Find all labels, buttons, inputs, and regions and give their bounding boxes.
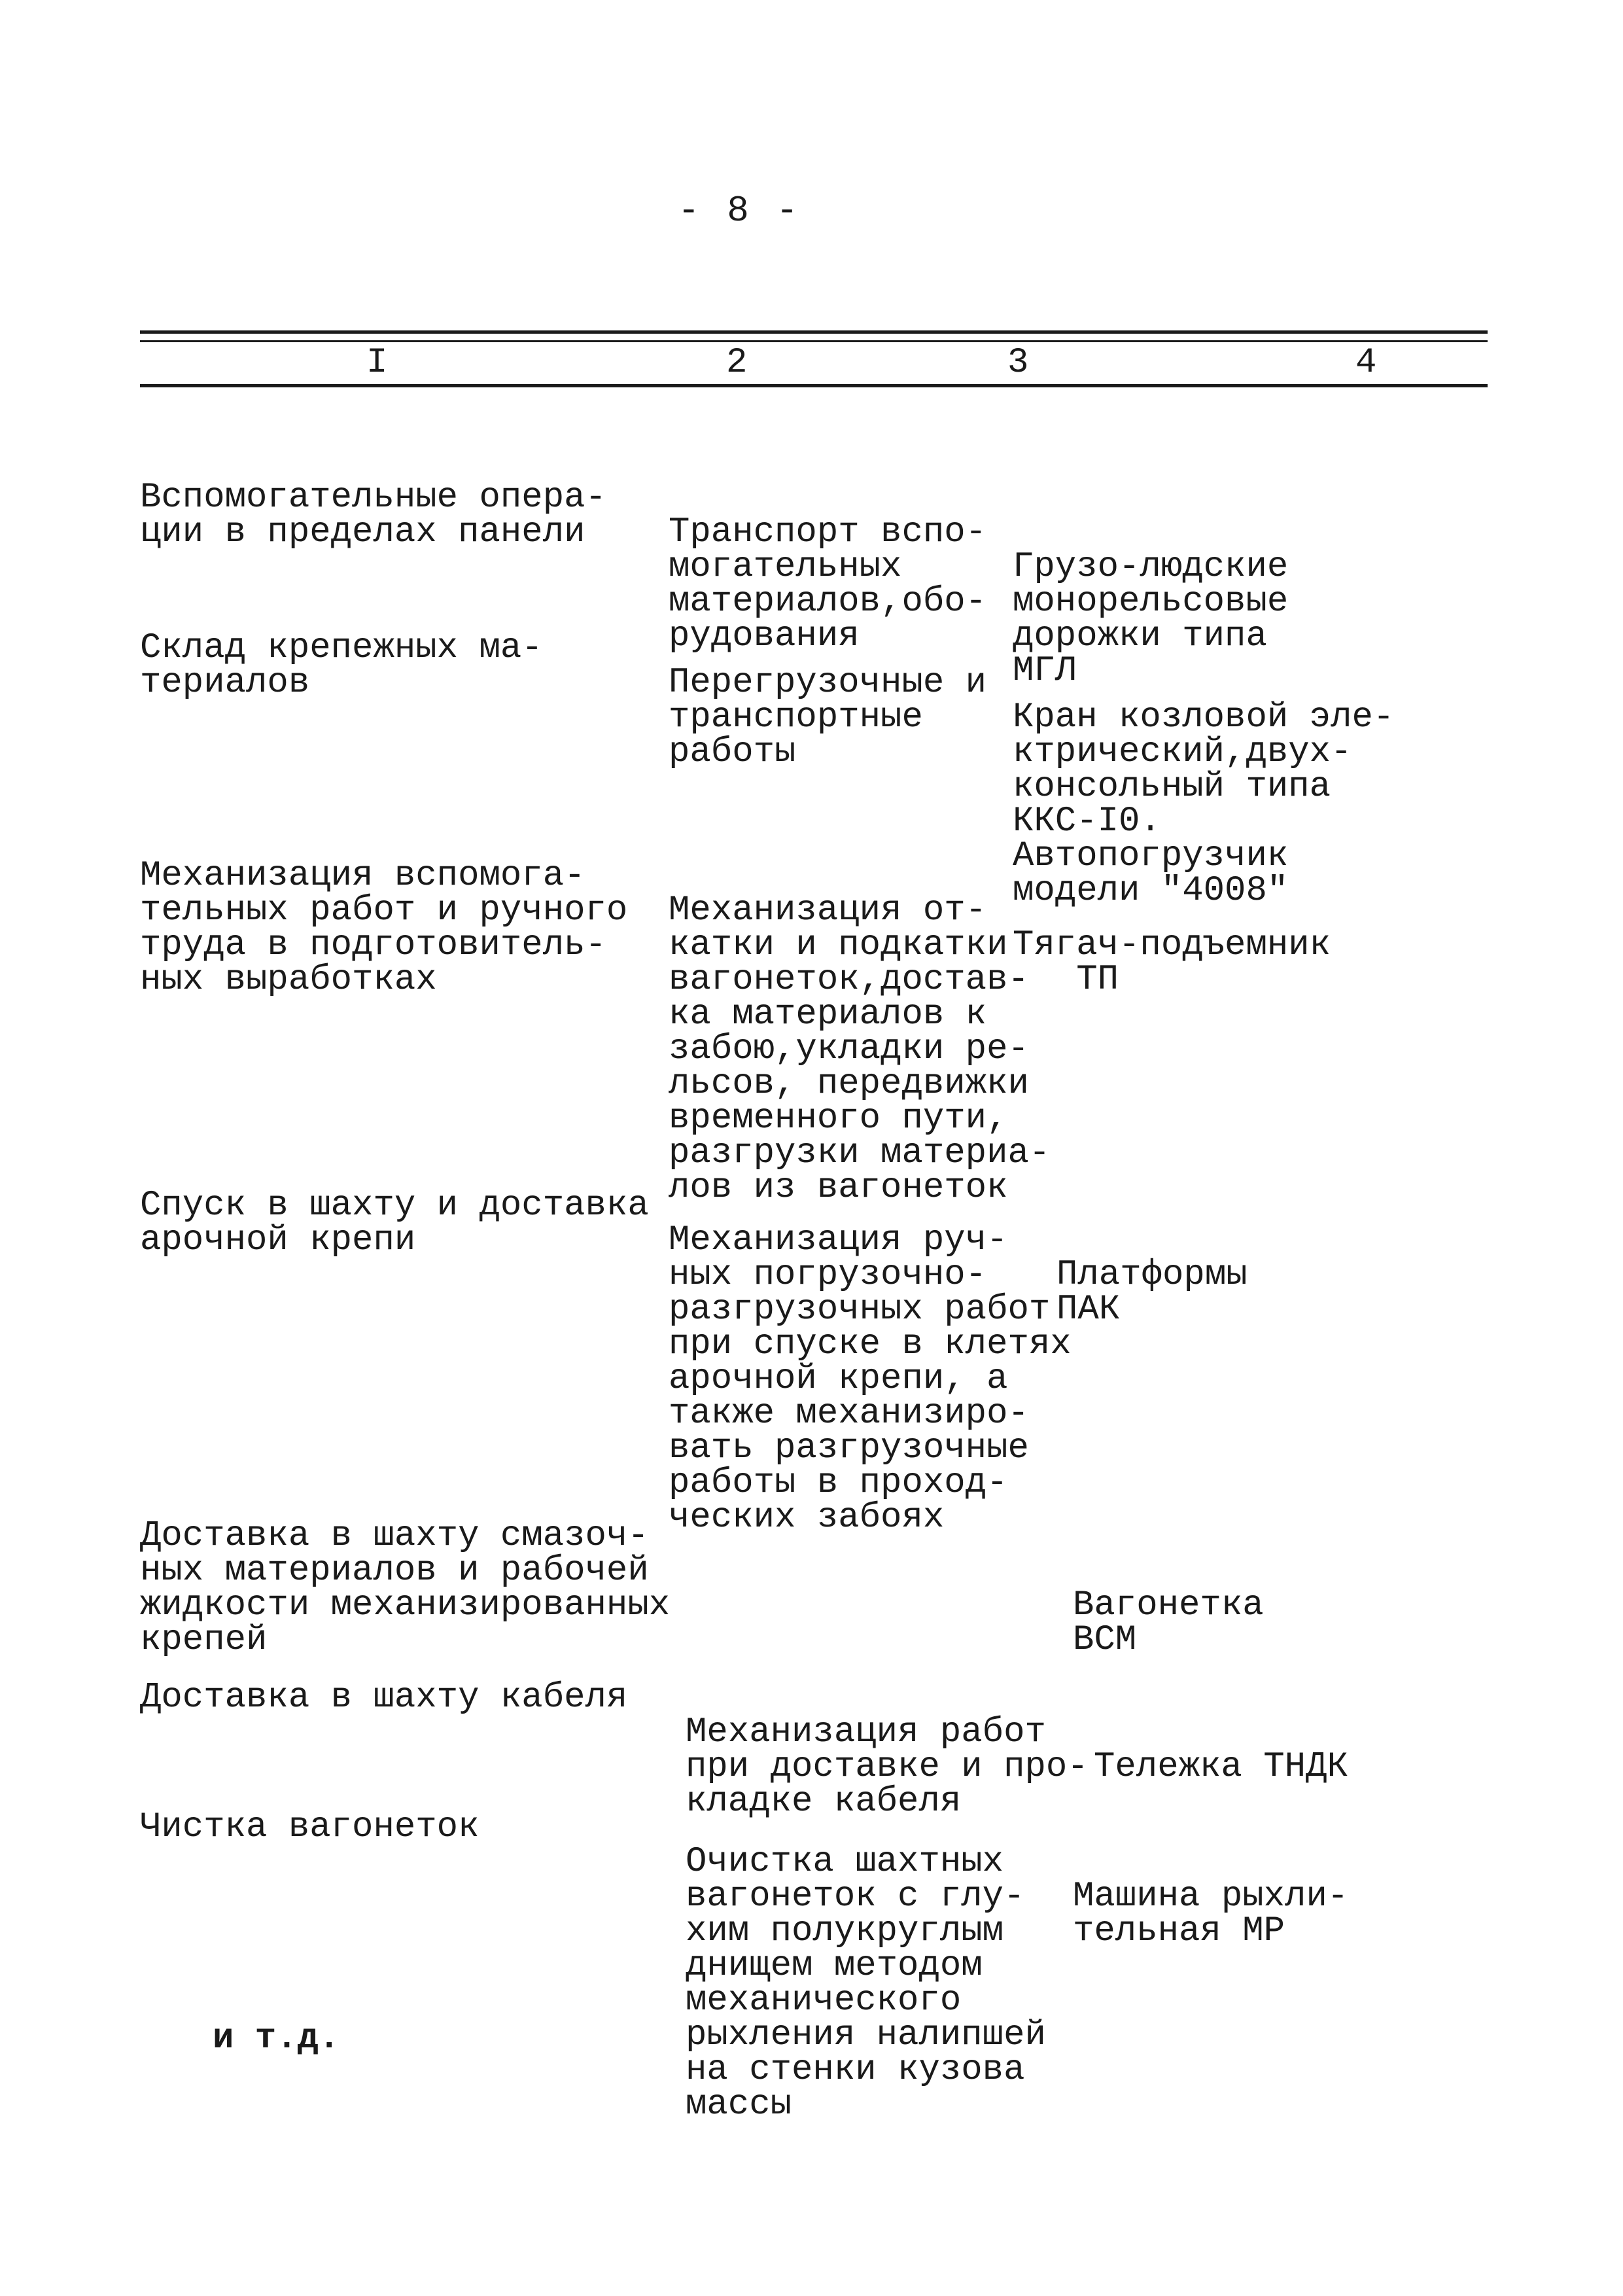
column-header-4: 4 (1355, 343, 1377, 383)
row-3-equipment: Тягач-подъемник ТП (1013, 925, 1331, 1000)
row-1-operation: Вспомогательные опера- ции в пределах панели (140, 478, 606, 552)
table-row (0, 789, 1331, 1208)
table-top-rule (140, 330, 1488, 334)
row-1-purpose: Транспорт вспо- могательных материалов,обо- рудования (669, 512, 987, 656)
row-2-purpose: Перегрузочные и транспортные работы (669, 663, 987, 772)
row-4-operation: Спуск в шахту и доставка арочной крепи (140, 1186, 649, 1260)
row-7-equipment: Машина рыхли- тельная МР (1073, 1877, 1349, 1951)
page-number: - 8 - (677, 190, 801, 232)
row-5-operation: Доставка в шахту смазоч- ных материалов и рабочей жидкости механизированных крепей (140, 1516, 671, 1660)
row-5-equipment: Вагонетка ВСМ (1073, 1585, 1264, 1660)
row-4-equipment: Платформы ПАК (1056, 1255, 1248, 1330)
row-2-operation: Склад крепежных ма- териалов (140, 628, 543, 703)
row-6-purpose: Механизация работ при доставке и про- кладке кабеля (686, 1712, 1089, 1822)
row-4-purpose: Механизация руч- ных погрузочно- разгрузочных работ при спуске в клетях арочной крепи, а также механизиро- вать разгрузочные работы в проход- ческих забоях (669, 1220, 1072, 1538)
table-row (0, 1449, 1264, 1660)
row-1-equipment: Грузо-людские монорельсовые дорожки типа МГЛ (1013, 547, 1289, 691)
column-header-3: 3 (1007, 343, 1029, 383)
row-2-equipment: Кран козловой эле- ктрический,двух- консольный типа ККС-I0. Автопогрузчик модели "4008" (1013, 698, 1395, 911)
row-3-operation: Механизация вспомога- тельных работ и ручного труда в подготовитель- ных выработках (140, 856, 628, 1000)
row-6-operation: Доставка в шахту кабеля (140, 1678, 628, 1718)
table-top-rule-inner (140, 340, 1488, 342)
column-header-2: 2 (726, 343, 748, 383)
row-7-operation: Чистка вагонеток (140, 1807, 480, 1847)
column-header-1: I (366, 343, 388, 383)
header-bottom-rule (140, 384, 1488, 387)
table-row (0, 1119, 1248, 1538)
row-6-equipment: Тележка ТНДК (1094, 1747, 1348, 1787)
row-7-purpose: Очистка шахтных вагонеток с глу- хим полукруглым днищем методом механического рыхления налипшей на стенки кузова массы (686, 1842, 1046, 2125)
row-3-purpose: Механизация от- катки и подкатки вагонеток,достав- ка материалов к забою,укладки ре- льсов, передвижки временного пути, разгрузки материа- лов из вагонеток (669, 891, 1051, 1208)
continuation-note: и т.д. (213, 2019, 340, 2058)
